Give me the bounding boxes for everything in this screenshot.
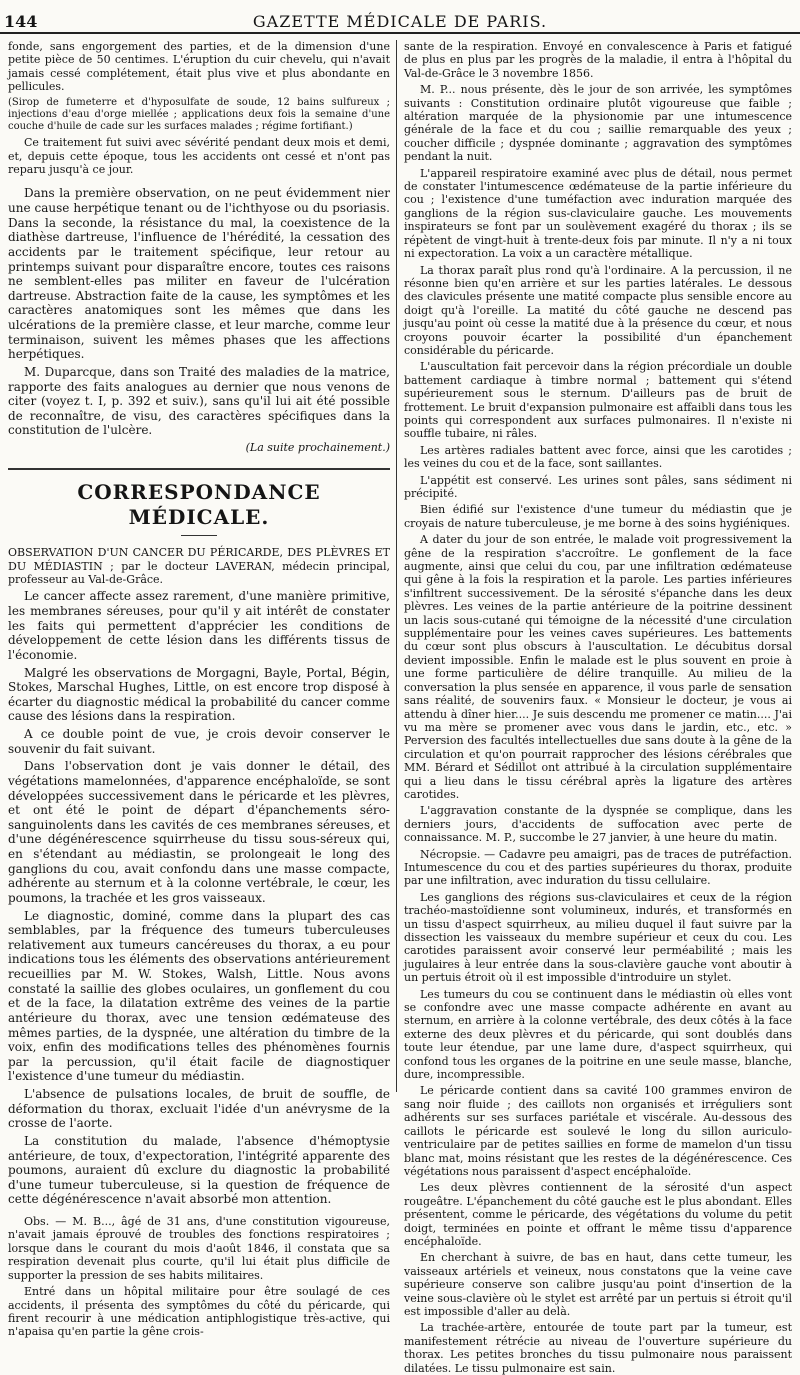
paragraph: Le cancer affecte assez rarement, d'une manière primitive, les membranes séreuses, pour qu'il y ait intérêt de constater les faits qui permettent d'apprécier les conditions de développement de cette lésion dans les différents tissus de l'économie.	[8, 589, 390, 662]
paragraph: L'absence de pulsations locales, de bruit de souffle, de déformation du thorax, excluait l'idée d'un anévrysme de la crosse de l'aorte.	[8, 1087, 390, 1131]
paragraph: M. Duparcque, dans son Traité des maladies de la matrice, rapporte des faits analogues au dernier que nous venons de citer (voyez t. I, p. 392 et suiv.), sans qu'il lui ait été possible de reconnaître, de visu, des caractères spécifiques dans la constitution de l'ulcère.	[8, 364, 390, 438]
paragraph: sante de la respiration. Envoyé en convalescence à Paris et fatigué de plus en plus par les progrès de la maladie, il entra à l'hôpital du Val-de-Grâce le 3 novembre 1856.	[404, 40, 792, 80]
paragraph: Malgré les observations de Morgagni, Bayle, Portal, Bégin, Stokes, Marschal Hughes, Little, on est encore trop disposé à écarter du diagnostic médical la probabilité du cancer comme cause des lésions dans la respiration.	[8, 665, 390, 724]
paragraph: Ce traitement fut suivi avec sévérité pendant deux mois et demi, et, depuis cette époque, tous les accidents ont cessé et n'ont pas reparu jusqu'à ce jour.	[8, 136, 390, 176]
column-rule	[396, 40, 397, 1092]
paragraph: Bien édifié sur l'existence d'une tumeur du médiastin que je croyais de nature tuberculeuse, je me borne à des soins hygiéniques.	[404, 503, 792, 530]
section-divider	[8, 468, 390, 470]
prescription-note: (Sirop de fumeterre et d'hyposulfate de soude, 12 bains sulfureux ; injections d'eau d'orge miellée ; applications deux fois la semaine d'une couche d'huile de cade sur les surfaces malades ; régime fortifiant.)	[8, 96, 390, 132]
paragraph: La thorax paraît plus rond qu'à l'ordinaire. A la percussion, il ne résonne bien qu'en arrière et sur les parties latérales. Le dessous des clavicules présente une matité compacte plus sensible encore au doigt qu'à l'oreille. La matité du côté gauche ne descend pas jusqu'au point où cesse la matité due à la présence du cœur, et nous croyons pouvoir écarter la possibilité d'un épanchement considérable du péricarde.	[404, 263, 792, 357]
paragraph: fonde, sans engorgement des parties, et de la dimension d'une petite pièce de 50 centimes. L'éruption du cuir chevelu, qui n'avait jamais cessé complétement, était plus vive et plus abondante en pellicules.	[8, 40, 390, 94]
paragraph: En cherchant à suivre, de bas en haut, dans cette tumeur, les vaisseaux artériels et veineux, nous constatons que la veine cave supérieure conserve son calibre jusqu'au point d'insertion de la veine sous-clavière où le stylet est arrêté par un pertuis si étroit qu'il est impossible d'aller au delà.	[404, 1251, 792, 1318]
paragraph: Les artères radiales battent avec force, ainsi que les carotides ; les veines du cou et de la face, sont saillantes.	[404, 443, 792, 471]
paragraph: Le diagnostic, dominé, comme dans la plupart des cas semblables, par la fréquence des tumeurs tuberculeuses relativement aux tumeurs cancéreuses du thorax, a eu pour indications tous les éléments des observations antérieurement recueillies par M. W. Stokes, Walsh, Little. Nous avons constaté la saillie des globes oculaires, un gonflement du cou et de la face, la dilatation extrême des veines de la partie antérieure du thorax, avec une tension œdémateuse des mêmes parties, de la dyspnée, une altération du timbre de la voix, enfin des modifications telles des phénomènes fournis par la percussion, qu'il était facile de diagnostiquer l'existence d'une tumeur du médiastin.	[8, 908, 390, 1084]
paragraph: La constitution du malade, l'absence d'hémoptysie antérieure, de toux, d'expectoration, l'intégrité apparente des poumons, auraient dû exclure du diagnostic la probabilité d'une tumeur tuberculeuse, si la question de fréquence de cette dégénérescence n'avait absorbé mon attention.	[8, 1133, 390, 1207]
section-title: CORRESPONDANCE MÉDICALE.	[77, 480, 321, 529]
journal-title: GAZETTE MÉDICALE DE PARIS.	[252, 12, 548, 31]
paragraph: Dans la première observation, on ne peut évidemment nier une cause herpétique tenant ou de l'ichthyose ou du psoriasis. Dans la seconde, la résistance du mal, la coexistence de la diathèse dartreuse, l'influence de l'hérédité, la cessation des accidents par le traitement spécifique, leur retour au printemps suivant pour disparaître encore, toutes ces raisons ne semblent-elles pas militer en faveur de l'ulcération dartreuse. Abstraction faite de la cause, les symptômes et les caractères anatomiques sont les mêmes que dans les ulcérations de la première classe, et leur marche, comme leur terminaison, suivent les mêmes phases que les affections herpétiques.	[8, 186, 390, 362]
observation-paragraph: Obs. — M. B..., âgé de 31 ans, d'une constitution vigoureuse, n'avait jamais éprouvé de troubles des fonctions respiratoires ; lorsque dans le courant du mois d'août 1846, il constata que sa respiration devenait plus courte, qu'il lui était plus difficile de supporter la pression de ses habits militaires.	[8, 1215, 390, 1282]
paragraph: L'appétit est conservé. Les urines sont pâles, sans sédiment ni précipité.	[404, 473, 792, 500]
necropsy-paragraph: Nécropsie. — Cadavre peu amaigri, pas de traces de putréfaction. Intumescence du cou et des parties supérieures du thorax, produite par une infiltration, avec induration du tissu cellulaire.	[404, 847, 792, 888]
paragraph: L'aggravation constante de la dyspnée se complique, dans les derniers jours, d'accidents de suffocation avec perte de connaissance. M. P., succombe le 27 janvier, à une heure du matin.	[404, 804, 792, 845]
paragraph: L'auscultation fait percevoir dans la région précordiale un double battement cardiaque à timbre normal ; battement qui s'étend supérieurement sous le sternum. D'ailleurs pas de bruit de frottement. Le bruit d'expansion pulmonaire est affaibli dans tous les points qui correspondent aux surfaces pulmonaires. Il n'existe ni souffle tubaire, ni râles.	[404, 360, 792, 441]
paragraph: Le péricarde contient dans sa cavité 100 grammes environ de sang noir fluide ; des caillots non organisés et irréguliers sont adhérents sur ses surfaces pariétale et viscérale. Au-dessous des caillots le péricarde est soulevé le long du sillon auriculo-ventriculaire par de petites saillies en forme de mamelon d'un tissu blanc mat, moins résistant que les restes de la dégénérescence. Ces végétations nous paraissent d'aspect encéphaloïde.	[404, 1084, 792, 1178]
page-header	[0, 8, 800, 34]
page-number: 144	[4, 12, 38, 31]
paragraph: Dans l'observation dont je vais donner le détail, des végétations mamelonnées, d'apparence encéphaloïde, se sont développées successivement dans le péricarde et les plèvres, et ont été le point de départ d'épanchements séro-sanguinolents dans les cavités de ces membranes séreuses, et d'une dégénérescence squirrheuse du tissu sous-séreux qui, en s'étendant au médiastin, se prolongeait le long des ganglions du cou, avait confondu dans une masse compacte, adhérente au sternum et à la colonne vertébrale, le cœur, les poumons, la trachée et les gros vaisseaux.	[8, 759, 390, 905]
paragraph: M. P... nous présente, dès le jour de son arrivée, les symptômes suivants : Constitution ordinaire plutôt vigoureuse que faible ; altération marquée de la physionomie par une intumescence générale de la face et du cou ; saillie remarquable des yeux ; coucher difficile ; dyspnée dominante ; aggravation des symptômes pendant la nuit.	[404, 83, 792, 164]
paragraph: La trachée-artère, entourée de toute part par la tumeur, est manifestement rétrécie au niveau de l'ouverture supérieure du thorax. Les petites bronches du tissu pulmonaire nous paraissent dilatées. Le tissu pulmonaire est sain.	[404, 1321, 792, 1375]
paragraph: A ce double point de vue, je crois devoir conserver le souvenir du fait suivant.	[8, 727, 390, 756]
paragraph: Les tumeurs du cou se continuent dans le médiastin où elles vont se confondre avec une masse compacte adhérente en avant au sternum, en arrière à la colonne vertébrale, des deux côtés à la face externe des deux plèvres et du péricarde, qui sont doublés dans toute leur étendue, par une lame dure, d'aspect squirrheux, qui confond tous les organes de la poitrine en une seule masse, blanche, dure, incompressible.	[404, 987, 792, 1082]
to-be-continued: (La suite prochainement.)	[245, 441, 390, 455]
paragraph: L'appareil respiratoire examiné avec plus de détail, nous permet de constater l'intumescence œdémateuse de la partie inférieure du cou ; l'existence d'une tuméfaction avec induration marquée des ganglions de la région sus-claviculaire gauche. Les mouvements inspirateurs se font par un soulèvement exagéré du thorax ; ils se répètent de vingt-huit à trente-deux fois par minute. Il n'y a ni toux ni expectoration. La voix a un caractère métallique.	[404, 166, 792, 261]
paragraph: Les ganglions des régions sus-claviculaires et ceux de la région trachéo-mastoïdienne sont volumineux, indurés, et transformés en un tissu d'aspect squirrheux, au milieu duquel il faut suivre par la dissection les vaisseaux du membre supérieur et ceux du cou. Les carotides paraissent avoir conservé leur perméabilité ; mais les jugulaires à leur entrée dans la sous-clavière gauche vont aboutir à un pertuis étroit où il est impossible d'introduire un stylet.	[404, 890, 792, 985]
left-column	[8, 40, 390, 1339]
article-heading: OBSERVATION D'UN CANCER DU PÉRICARDE, DES PLÈVRES ET DU MÉDIASTIN ; par le docteur LAVERAN, médecin principal, professeur au Val-de-Grâce.	[8, 546, 390, 587]
paragraph: Entré dans un hôpital militaire pour être soulagé de ces accidents, il présenta des symptômes du côté du péricarde, qui firent recourir à une médication antiphlogistique très-active, qui n'apaisa qu'en partie la gêne crois-	[8, 1285, 390, 1339]
right-column	[404, 40, 792, 1375]
paragraph: A dater du jour de son entrée, le malade voit progressivement la gêne de la respiration s'accroître. Le gonflement de la face augmente, ainsi que celui du cou, par une infiltration œdémateuse qui gêne à la fois la respiration et la parole. Les parties inférieures s'infiltrent successivement. De la sérosité s'épanche dans les deux plèvres. Les veines de la partie antérieure de la poitrine dessinent un lacis sous-cutané qui témoigne de la nécessité d'une circulation supplémentaire pour les veines caves supérieures. Les battements du cœur sont plus obscurs à l'auscultation. Le décubitus dorsal devient impossible. Enfin le malade est le plus souvent en proie à une forme particulière de délire tranquille. Au milieu de la conversation la plus sensée en apparence, il vous parle de sensation sans réalité, de souvenirs faux. « Monsieur le docteur, je vous ai attendu à dîner hier.... Je suis descendu me promener ce matin.... J'ai vu ma mère se promener avec vous dans le jardin, etc., etc. » Perversion des facultés intellectuelles due sans doute à la gêne de la circulation et qu'on pourrait rapprocher des lésions cérébrales que MM. Bérard et Sédillot ont attribué à la circulation supplémentaire qui a lieu dans le tissu cérébral après la ligature des artères carotides.	[404, 533, 792, 801]
title-underline	[181, 535, 217, 536]
paragraph: Les deux plèvres contiennent de la sérosité d'un aspect rougeâtre. L'épanchement du côté gauche est le plus abondant. Elles présentent, comme le péricarde, des végétations du volume du petit doigt, terminées en pointe et offrant le même tissu d'apparence encéphaloïde.	[404, 1181, 792, 1248]
